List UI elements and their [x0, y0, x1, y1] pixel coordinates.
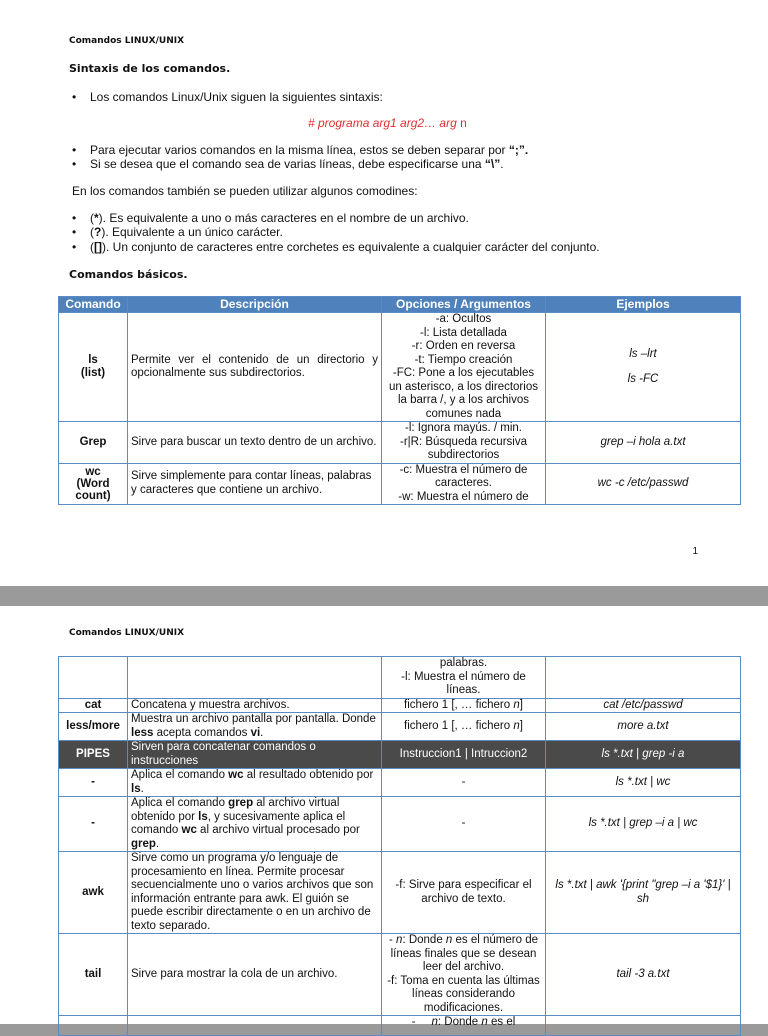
table-row-less	[59, 713, 741, 741]
syntax-tail: n	[460, 116, 467, 130]
cmd-name: less	[66, 719, 89, 732]
cell-options: Instruccion1 | Intruccion2	[382, 741, 546, 769]
desc-text: Aplica el comando	[131, 769, 229, 781]
cell-command: -	[59, 769, 128, 797]
opt-var: n	[431, 1016, 438, 1028]
cell-options: -	[382, 797, 546, 852]
option: ]	[519, 719, 523, 732]
cell-command	[59, 657, 128, 699]
wc-text: (	[90, 211, 94, 225]
table-row-pipe-example-2	[59, 797, 741, 852]
table-header-row	[59, 297, 741, 313]
cell-example	[546, 657, 741, 699]
wc-text: ). Equivalente a un único carácter.	[101, 225, 283, 239]
cell-command: tail	[59, 934, 128, 1016]
opt-text: -	[389, 934, 397, 946]
cell-description: Sirven para concatenar comandos o instrucciones	[128, 741, 382, 769]
option: -c: Muestra el número de caracteres.	[399, 463, 528, 489]
cell-options: -	[382, 769, 546, 797]
table-row-tail	[59, 934, 741, 1016]
cell-example: ls *.txt | awk '{print "grep –i a '$1}' | sh	[546, 852, 741, 934]
opt-text: es el número de líneas finales que se desean leer del archivo.	[390, 934, 538, 973]
example: ls –lrt	[629, 347, 657, 360]
cell-description: Sirve para buscar un texto dentro de un archivo.	[128, 422, 382, 464]
wc-symbol: *	[94, 211, 99, 225]
syntax-example	[308, 116, 467, 130]
cell-options	[382, 1016, 546, 1036]
col-header-examples: Ejemplos	[546, 297, 741, 313]
table-row-cat	[59, 698, 741, 713]
cmd-name: ls	[88, 353, 98, 366]
commands-table-continued	[58, 656, 741, 1036]
desc-text: acepta comandos	[153, 726, 251, 739]
opt-text: : Donde	[437, 1016, 482, 1028]
cell-command	[59, 313, 128, 422]
option: -r: Orden en reversa	[411, 340, 516, 352]
cmd-name: wc	[85, 465, 101, 478]
cell-command: Grep	[59, 422, 128, 464]
option: fichero 1 [, … fichero	[404, 698, 514, 711]
desc-bold: vi	[250, 726, 261, 739]
cell-description	[128, 657, 382, 699]
table-row-pipe-example-1	[59, 769, 741, 797]
desc-text: al resultado obtenido por	[243, 769, 374, 781]
table-row-wc-cont	[59, 657, 741, 699]
wildcard-question	[90, 225, 283, 239]
option: -r|R: Búsqueda recursiva subdirectorios	[400, 435, 527, 461]
desc-bold: grep	[228, 797, 254, 809]
cell-example: cat /etc/passwd	[546, 698, 741, 713]
wc-text: ). Un conjunto de caracteres entre corchetes es equivalente a cualquier carácter del conjunto.	[102, 240, 600, 254]
option: -l: Ignora mayús. / min.	[405, 422, 522, 434]
opt-text: es el	[487, 1016, 516, 1028]
bullet-dot: •	[72, 240, 77, 254]
cell-options	[382, 713, 546, 741]
option-var: n	[513, 698, 520, 711]
opt-var: n	[481, 1016, 488, 1028]
cell-options	[382, 313, 546, 422]
cell-example: ls *.txt | wc	[546, 769, 741, 797]
option: -t: Tiempo creación	[414, 353, 513, 366]
table-row-ls	[59, 313, 741, 422]
desc-text: .	[155, 837, 160, 850]
desc-text: al archivo virtual obtenido por	[131, 797, 340, 823]
cell-options	[382, 698, 546, 713]
opt-text: -	[411, 1016, 432, 1028]
cell-description	[128, 1016, 382, 1036]
cell-command: cat	[59, 698, 128, 713]
wildcards-intro: En los comandos también se pueden utilizar algunos comodines:	[72, 184, 418, 198]
desc-text: Aplica el comando	[131, 797, 229, 809]
bullet-multiline	[90, 157, 504, 171]
option: -l: Muestra el número de líneas.	[401, 670, 526, 696]
cell-example: tail -3 a.txt	[546, 934, 741, 1016]
bullet-bold: “;”.	[508, 143, 529, 157]
cell-example: ls *.txt | grep –i a | wc	[546, 797, 741, 852]
cell-example	[546, 1016, 741, 1036]
table-row-next	[59, 1016, 741, 1036]
opt-var: n	[396, 934, 403, 946]
desc-text: Muestra un archivo pantalla por pantalla. Donde	[131, 713, 376, 725]
page-header: Comandos LINUX/UNIX	[69, 36, 185, 46]
cell-example: wc -c /etc/passwd	[546, 463, 741, 505]
wc-text: ). Es equivalente a uno o más caracteres en el nombre de un archivo.	[98, 211, 469, 225]
bullet-dot: •	[72, 157, 77, 171]
cell-description: Permite ver el contenido de un directorio y opcionalmente sus subdirectorios.	[128, 313, 382, 422]
option: -a: Ocultos	[435, 313, 492, 325]
bullet-dot: •	[72, 143, 77, 157]
table-row-wc	[59, 463, 741, 505]
desc-bold: less	[131, 726, 154, 739]
desc-text: .	[140, 782, 144, 795]
opt-text: : Donde	[402, 934, 446, 946]
cell-command: -	[59, 797, 128, 852]
page-number: 1	[692, 546, 698, 557]
wildcard-star	[90, 211, 469, 225]
page-header: Comandos LINUX/UNIX	[69, 628, 185, 638]
bullet-text: Si se desea que el comando sea de varias líneas, debe especificarse una	[90, 157, 485, 171]
desc-bold: grep	[131, 837, 156, 850]
option: -FC: Pone a los ejecutables un asterisco, a los directorios la barra /, y a los archivos comunes nada	[389, 367, 538, 420]
page-2	[0, 606, 768, 1028]
option	[385, 934, 542, 975]
cmd-name: /more	[88, 719, 120, 732]
col-header-description: Descripción	[128, 297, 382, 313]
option: -f: Toma en cuenta las últimas líneas considerando modificaciones.	[387, 974, 540, 1014]
wc-text: (	[90, 225, 94, 239]
option: fichero 1 [, … fichero	[404, 719, 514, 732]
bullet-dot: •	[72, 225, 77, 239]
wildcard-brackets	[90, 240, 600, 254]
section-title-syntax: Sintaxis de los comandos.	[69, 62, 231, 75]
cell-options	[382, 463, 546, 505]
cell-command	[59, 713, 128, 741]
cell-command	[59, 463, 128, 505]
syntax-text: # programa arg1 arg2… arg	[308, 116, 457, 130]
cell-description: Concatena y muestra archivos.	[128, 698, 382, 713]
desc-bold: ls	[198, 810, 208, 823]
option: ]	[519, 698, 523, 711]
desc-text: .	[260, 726, 264, 739]
cell-example	[546, 313, 741, 422]
wc-text: (	[90, 240, 94, 254]
col-header-options: Opciones / Argumentos	[382, 297, 546, 313]
cell-description	[128, 769, 382, 797]
bullet-text: Para ejecutar varios comandos en la misma línea, estos se deben separar por	[90, 143, 509, 157]
cmd-alias: (list)	[80, 367, 106, 379]
cell-example: grep –i hola a.txt	[546, 422, 741, 464]
cell-options	[382, 657, 546, 699]
desc-bold: wc	[181, 824, 197, 836]
cell-example: more a.txt	[546, 713, 741, 741]
cell-example: ls *.txt | grep -i a	[546, 741, 741, 769]
option-var: n	[513, 719, 520, 732]
commands-table	[58, 296, 741, 505]
opt-var: n	[445, 934, 453, 946]
option: -l: Lista detallada	[420, 326, 507, 339]
bullet-syntax-intro: Los comandos Linux/Unix siguen la siguientes sintaxis:	[90, 90, 383, 104]
cell-description: Sirve simplemente para contar líneas, palabras y caracteres que contiene un archivo.	[128, 463, 382, 505]
cell-description: Sirve como un programa y/o lenguaje de procesamiento en línea. Permite procesar secuencialmente uno o varios archivos que son información entrante para awk. El guión se puede escribir directamente o en un archivo de texto separado.	[128, 852, 382, 934]
cell-command	[59, 1016, 128, 1036]
bullet-bold: “\”	[484, 157, 501, 171]
cell-description: Sirve para mostrar la cola de un archivo.	[128, 934, 382, 1016]
wc-symbol: ?	[94, 225, 102, 239]
desc-bold: wc	[228, 769, 244, 781]
bullet-text: .	[500, 157, 504, 171]
cell-description	[128, 713, 382, 741]
cell-command: PIPES	[59, 741, 128, 769]
section-title-basic: Comandos básicos.	[69, 268, 188, 281]
cmd-alias: count)	[75, 489, 111, 502]
example: ls -FC	[627, 373, 659, 385]
cmd-alias: (Word	[76, 477, 110, 490]
desc-text: al archivo virtual procesado por	[196, 824, 360, 836]
desc-bold: ls	[131, 782, 141, 795]
bullet-separator	[90, 143, 528, 157]
table-row-awk	[59, 852, 741, 934]
table-row-grep	[59, 422, 741, 464]
cell-options	[382, 422, 546, 464]
cell-options: -f: Sirve para especificar el archivo de texto.	[382, 852, 546, 934]
table-row-pipes	[59, 741, 741, 769]
option: palabras.	[439, 657, 488, 669]
cell-description	[128, 797, 382, 852]
wc-symbol: []	[94, 240, 102, 254]
bullet-dot: •	[72, 90, 77, 104]
cell-options	[382, 934, 546, 1016]
bullet-dot: •	[72, 211, 77, 225]
desc-text: , y sucesivamente aplica el comando	[131, 810, 346, 836]
option: -w: Muestra el número de	[398, 490, 529, 503]
col-header-command: Comando	[59, 297, 128, 313]
cell-command: awk	[59, 852, 128, 934]
